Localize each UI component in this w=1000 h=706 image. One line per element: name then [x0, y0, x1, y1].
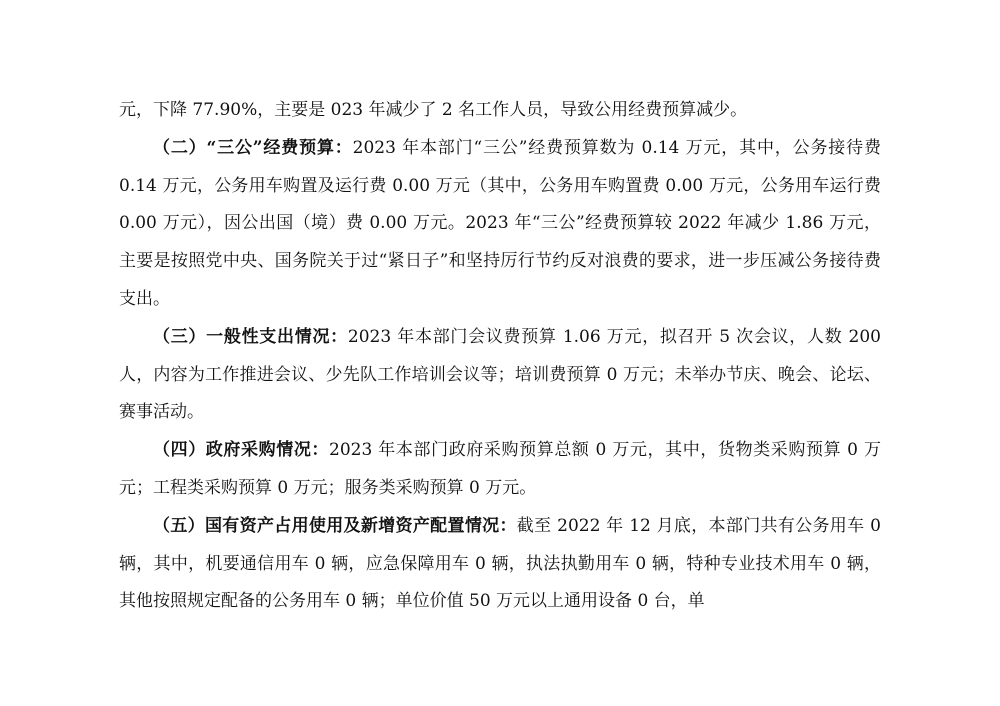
paragraph-body: 2023 年本部门“三公”经费预算数为 0.14 万元，其中，公务接待费 0.14 万元，公务用车购置及运行费 0.00 万元（其中，公务用车购置费 0.00 万元，公务用车运行费 0.00 万元），因公出国（境）费 0.00 万元。2023 年“三公”经费预算较 2022 年减少 1.86 万元，主要是按照党中央、国务院关于过“紧日子”和坚持厉行节约反对浪费的要求，进一步压减公务接待费支出。 — [119, 137, 881, 309]
paragraph-body: 2023 年本部门政府采购预算总额 0 万元，其中，货物类采购预算 0 万元；工程类采购预算 0 万元；服务类采购预算 0 万元。 — [119, 440, 882, 498]
document-body — [119, 92, 881, 621]
paragraph-2 — [119, 130, 881, 319]
section-heading: （四）政府采购情况： — [153, 440, 330, 461]
paragraph-3 — [119, 319, 881, 432]
paragraph-5 — [119, 508, 881, 621]
paragraph-body: 截至 2022 年 12 月底，本部门共有公务用车 0 辆，其中，机要通信用车 0 辆，应急保障用车 0 辆，执法执勤用车 0 辆，特种专业技术用车 0 辆，其他按照规定配备的公务用车 0 辆；单位价值 50 万元以上通用设备 0 台，单 — [119, 515, 881, 612]
paragraph-4 — [119, 432, 881, 508]
section-heading: （二）“三公”经费预算： — [153, 137, 353, 158]
paragraph-body: 2023 年本部门会议费预算 1.06 万元，拟召开 5 次会议，人数 200 人，内容为工作推进会议、少先队工作培训会议等；培训费预算 0 万元；未举办节庆、晚会、论坛、赛事活动。 — [119, 326, 881, 423]
section-heading: （三）一般性支出情况： — [153, 326, 348, 347]
paragraph-1 — [119, 92, 881, 130]
paragraph-body: 元，下降 77.90%，主要是 023 年减少了 2 名工作人员，导致公用经费预算减少。 — [119, 100, 748, 120]
section-heading: （五）国有资产占用使用及新增资产配置情况： — [153, 515, 517, 536]
